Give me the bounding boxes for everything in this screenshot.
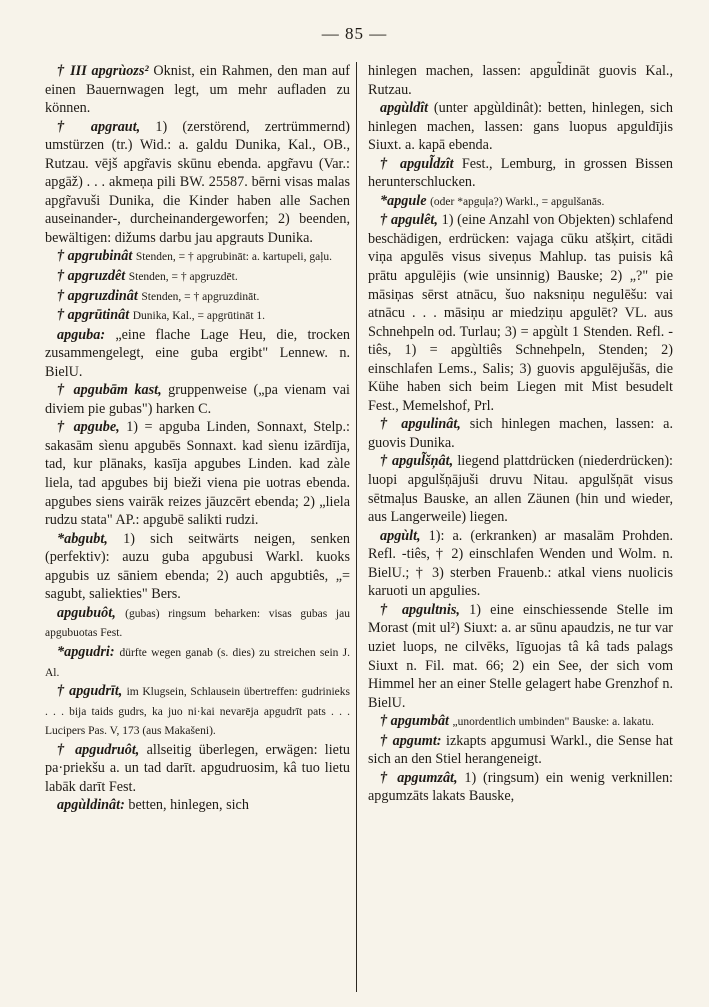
entry-definition: 1) (zerstörend, zertrümmernd) umstürzen (tr.) Wid.: a. galdu Dunika, Kal., OB., Rutzau. vējš apgr̃avis skūnu ebenda. apgr̃avu (Var.: apgāž) . . . akmeņa pili BW. 25587. bērni visas malas apgr̃avuši Dunika, die Kinder haben alle Sachen auseinander-, durcheinandergeworfen; 2) beenden, bewältigen: dižums darbu jau apgrauts Dunika. <box>45 118 350 246</box>
entry-headword: apgùlt, <box>380 527 429 544</box>
page-number: — 85 — <box>321 24 388 43</box>
entry-headword: apgubuôt, <box>57 604 126 621</box>
dictionary-entry <box>45 741 350 797</box>
dictionary-entry <box>368 62 673 99</box>
entry-definition: (gubas) ringsum beharken: visas gubas jau apgubuotas Fest. <box>45 607 350 640</box>
entry-headword: † apgruzdinât <box>57 287 142 304</box>
dictionary-entry <box>368 155 673 192</box>
dictionary-entry <box>368 601 673 712</box>
entry-definition: dürfte wegen ganab (s. dies) zu streichen sein J. Al. <box>45 646 351 679</box>
dictionary-entry <box>45 62 350 118</box>
dictionary-entry <box>45 267 350 287</box>
entry-headword: † apgultnis, <box>380 601 470 618</box>
entry-definition: 1) eine einschiessende Stelle im Morast (mit ul²) Siuxt: a. ar sūnu apaudzis, ne tur var uziet luops, ne cilvēks, līguojas tâ kâ tads palags Siuxt n. Fil. mat. 66; 2) ein See, der sich vom Himmel her an einer Stelle gelagert habe Grenzhof n. BielU. <box>368 601 673 711</box>
entry-headword: *apgudri: <box>57 643 120 660</box>
entry-definition: betten, hinlegen, sich <box>128 797 249 814</box>
entry-definition: 1) = apguba Linden, Sonnaxt, Stelp.: sakasām sìenu apgubēs Sonnaxt. kad sìenu izārdīja, tad, kur plānaks, kasīja apgubes Linden. kad zàle liela, tad apgubes bij bieži viena pie uotras ebenda. apgubes siens vairāk reizes jāuzcērt ebenda; 2) „liela rudzu stata" AP.: apgubē salikti rudzi. <box>45 419 350 529</box>
dictionary-entry <box>368 192 673 212</box>
entry-headword: † apgubām kast, <box>57 382 169 399</box>
entry-headword: apgùldinât: <box>57 797 129 814</box>
dictionary-entry <box>45 287 350 307</box>
dictionary-entry <box>368 99 673 155</box>
entry-definition: hinlegen machen, lassen: apgul̃dināt guovis Kal., Rutzau. <box>368 63 673 98</box>
dictionary-entry <box>45 381 350 418</box>
entry-definition: Stenden, = † apgruzdēt. <box>128 271 238 284</box>
entry-definition: Oknist, ein Rahmen, den man auf einen Bauernwagen legt, um mehr aufladen zu können. <box>45 63 350 117</box>
entry-definition: 1) (ringsum) ein wenig verknillen: apgumzāts lakats Bauske, <box>368 769 673 805</box>
dictionary-entry <box>368 452 673 526</box>
dictionary-entry <box>368 769 673 806</box>
entry-headword: † apgumt: <box>380 732 447 749</box>
entry-headword: † apgudruôt, <box>57 741 147 758</box>
dictionary-entry <box>45 247 350 267</box>
entry-headword: † apgrubinât <box>57 248 136 265</box>
entry-definition: „eine flache Lage Heu, die, trocken zusammengelegt, eine guba ergibt" Lennew. n. BielU. <box>45 326 350 380</box>
dictionary-entry <box>45 418 350 529</box>
dictionary-entry <box>368 211 673 415</box>
entry-definition: Dunika, Kal., = apgrūtināt 1. <box>132 310 266 323</box>
entry-headword: † III apgrùozs² <box>57 63 154 79</box>
entry-headword: apguba: <box>57 326 116 343</box>
entry-headword: † apgumzât, <box>380 769 465 786</box>
dictionary-entry <box>368 527 673 601</box>
entry-definition: izkapts apgumusi Warkl., die Sense hat sich an den Stiel herangeneigt. <box>368 732 674 768</box>
right-column <box>368 62 673 806</box>
dictionary-entry <box>45 306 350 326</box>
dictionary-entry <box>45 682 350 741</box>
entry-headword: † apgulêt, <box>380 212 442 229</box>
entry-headword: *abgubt, <box>57 530 124 547</box>
dictionary-entry <box>368 712 673 732</box>
entry-definition: sich hinlegen machen, lassen: a. guovis Dunika. <box>368 416 673 451</box>
entry-definition: 1) sich seitwärts neigen, senken (perfektiv): auzu guba apgubusi Warkl. kuoks apgubis uz sāniem ebenda; 2) auch apgubtiês, „= sagubt, saliekties" Bers. <box>45 530 350 603</box>
entry-headword: † apgumbât <box>380 713 453 730</box>
entry-definition: „unordentlich umbinden" Bauske: a. lakatu. <box>452 716 654 729</box>
entry-definition: (unter apgùldinât): betten, hinlegen, sich hinlegen machen, lassen: gans luopus apguldījis Siuxt. a. kapā ebenda. <box>368 100 673 154</box>
dictionary-entry <box>45 643 350 682</box>
entry-headword: † apgube, <box>57 419 127 436</box>
entry-definition: Stenden, = † apgruzdināt. <box>141 290 260 303</box>
entry-headword: † apgudrīt, <box>57 683 127 700</box>
dictionary-entry <box>45 604 350 643</box>
dictionary-entry <box>45 118 350 248</box>
dictionary-entry <box>45 530 350 604</box>
dictionary-entry <box>45 796 350 815</box>
entry-definition: 1) (eine Anzahl von Objekten) schlafend beschädigen, erdrücken: vajaga cūku atšķirt, citādi viņa apgulēs visus siveņus Mahlup. tas puisis kâ prātu apgulējis (wie unsinnig) Bauske; 2) „?" pie māsiņas sērst atnācu, šuo naksniņu negulēšu: vai atnācu . . . māsiņu ar miedziņu apgulēt? VL. aus Schnehpeln od. Turlau; 3) = apgùlt 1 Stenden. Refl. -tiês, 1) = apgùltiês Schnehpeln, Stenden; 2) einschlafen Lems., Salis; 3) guovis apgulējušās, die Kühe haben sich beim Liegen mit Mist besudelt Fest., Memelshof, Prl. <box>368 212 674 414</box>
entry-headword: *apgule <box>380 192 431 209</box>
entry-definition: im Klugsein, Schlausein übertreffen: gudrinieks . . . bija taids gudrs, ka juo ni·kai nevarēja apgudrīt pats . . . Lucipers Pas. V, 173 (aus Makašeni). <box>45 686 351 738</box>
dictionary-entry <box>45 326 350 382</box>
column-divider <box>356 62 357 992</box>
entry-definition: 1): a. (erkranken) ar masalām Prohden. Refl. -tiês, † 2) einschlafen Wenden und Wolm. n. BielU.; † 3) sterben Frauenb.: atkal viens nuolicis karuoti un apgulies. <box>368 527 673 600</box>
entry-headword: apgùldît <box>380 100 434 117</box>
dictionary-entry <box>368 415 673 452</box>
entry-headword: † apgul̃šņât, <box>380 453 458 470</box>
entry-headword: † apgrūtinât <box>57 307 133 324</box>
entry-headword: † apgruzdêt <box>57 268 129 285</box>
dictionary-entry <box>368 732 673 769</box>
entry-definition: Stenden, = † apgrubināt: a. kartupeli, gaļu. <box>135 251 333 264</box>
left-column <box>45 62 350 815</box>
entry-definition: allseitig überlegen, erwägen: lietu pa·priekšu a. un tad darīt. apgudruosim, kâ tuo lietu labāk darīt Fest. <box>45 741 351 795</box>
entry-definition: gruppenweise („pa vienam vai diviem pie gubas") harken C. <box>45 382 350 417</box>
entry-definition: liegend plattdrücken (niederdrücken): luopi apgulšņājuši druvu Nitau. apgulšņāt visus sētmaļus Bauske, an allen Zäunen (hin und wieder, aus Langerweile) liegen. <box>368 453 674 526</box>
entry-headword: † apgulinât, <box>380 416 470 433</box>
entry-headword: † apgraut, <box>57 118 156 135</box>
entry-definition: Fest., Lemburg, in grossen Bissen herunterschlucken. <box>368 155 673 191</box>
entry-headword: † apgul̃dzît <box>380 155 462 172</box>
entry-definition: (oder *apguļa?) Warkl., = apgulšanās. <box>430 195 605 208</box>
